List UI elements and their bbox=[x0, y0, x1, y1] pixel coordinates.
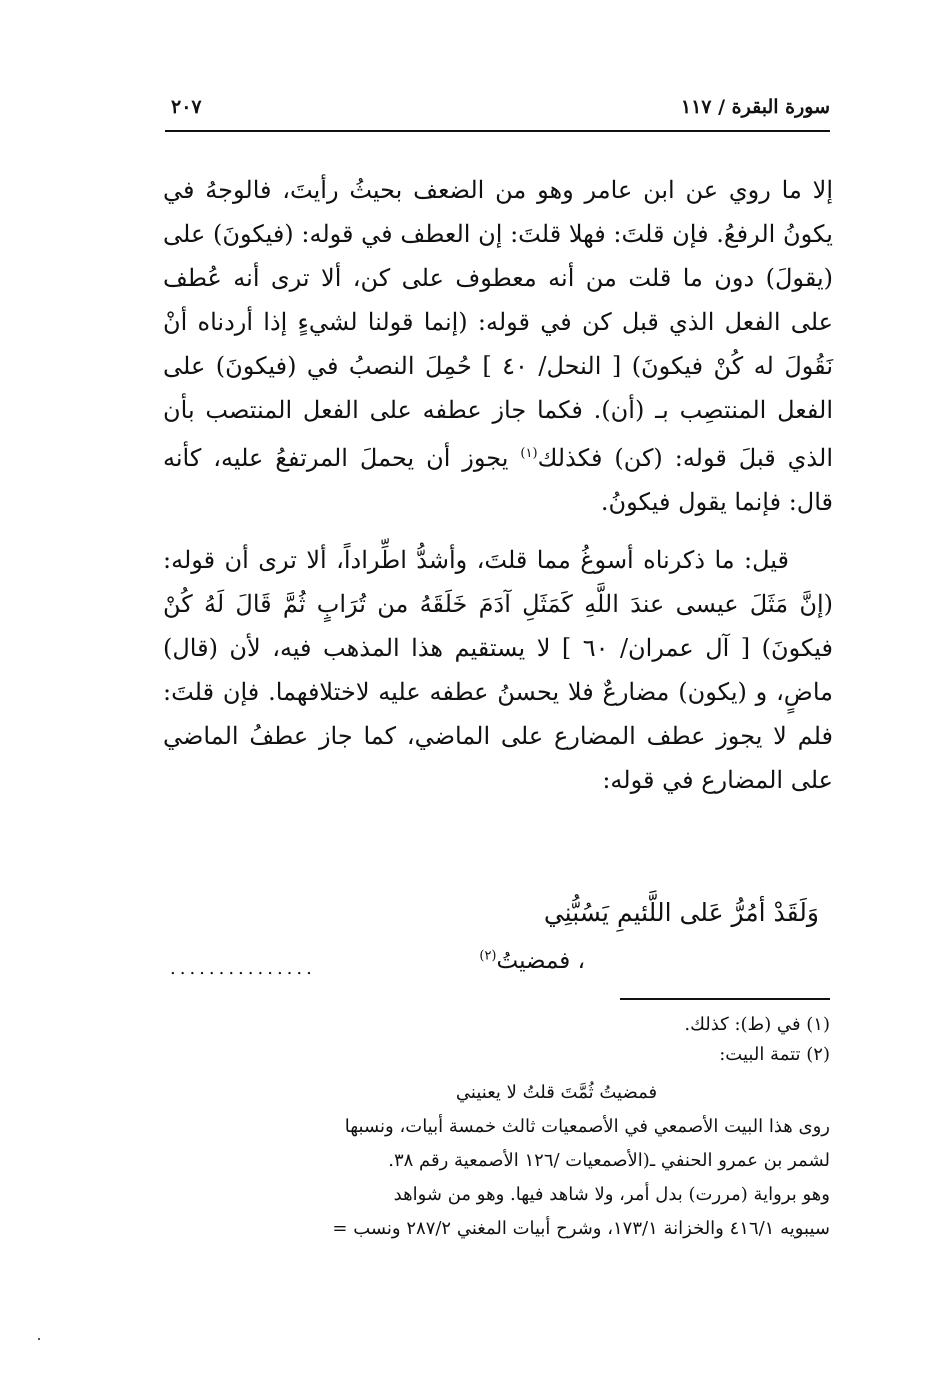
footnote-2-line-3: وهو برواية (مررت) بدل أمر، ولا شاهد فيها. وهو من شواهد bbox=[393, 1184, 830, 1205]
footnote-2: (٢) تتمة البيت: bbox=[719, 1044, 830, 1065]
footnote-2-line-2: لشمر بن عمرو الحنفي ـ(الأصمعيات /١٢٦ الأصمعية رقم ٣٨. bbox=[388, 1150, 830, 1171]
footnote-2-verse: فمضيتُ ثُمَّتَ قلتُ لا يعنيني bbox=[455, 1082, 658, 1103]
verse-line-2-text: ، فمضيتُ bbox=[496, 948, 585, 974]
paragraph-1-text: إلا ما روي عن ابن عامر وهو من الضعف بحيثُ رأيتَ، فالوجهُ في يكونُ الرفعُ. فإن قلتَ: فهلا قلتَ: إن العطف في قوله: (فيكونَ) على (يقولَ) دون ما قلت من أنه معطوف على كن، ألا ترى أنه عُطف على الفعل الذي قبل كن في قوله: (إنما قولنا لشيءٍ إذا أردناه أنْ نَقُولَ له كُنْ فيكونَ) [ النحل/ ٤٠ ] حُمِلَ النصبُ في (فيكونَ) على الفعل المنتصِب بـ (أن). فكما جاز عطفه على الفعل المنتصب بأن الذي قبلَ قوله: (كن) فكذلك bbox=[163, 176, 834, 472]
main-text bbox=[163, 168, 833, 802]
paragraph-2: قيل: ما ذكرناه أسوغُ مما قلتَ، وأشدُّ اطِّراداً، ألا ترى أن قوله: (إنَّ مَثَلَ عيسى عندَ اللَّهِ كَمَثَلِ آدَمَ خَلَقَهُ من تُرَابٍ ثُمَّ قَالَ لَهُ كُنْ فيكونَ) [ آل عمران/ ٦٠ ] لا يستقيم هذا المذهب فيه، لأن (قال) ماضٍ، و (يكون) مضارعٌ فلا يحسنُ عطفه عليه لاختلافهما. فإن قلتَ: فلم لا يجوز عطف المضارع على الماضي، كما جاز عطفُ الماضي على المضارع في قوله: bbox=[163, 546, 833, 794]
page-header bbox=[165, 96, 830, 130]
verse-line-1: وَلَقَدْ أمُرُّ عَلى اللَّئيمِ يَسُبُّنِي bbox=[543, 898, 819, 927]
page-number: ٢٠٧ bbox=[171, 96, 202, 118]
footnote-1: (١) في (ط): كذلك. bbox=[684, 1014, 830, 1035]
footnote-2-body bbox=[163, 1110, 830, 1246]
footnote-ref-1: (١) bbox=[520, 446, 538, 461]
footnote-2-line-4: سيبويه ٤١٦/١ والخزانة ١٧٣/١، وشرح أبيات المغني ٢٨٧/٢ ونسب = bbox=[332, 1218, 830, 1239]
footnote-2-line-1: روى هذا البيت الأصمعي في الأصمعيات ثالث خمسة أبيات، ونسبها bbox=[344, 1116, 830, 1137]
footnotes bbox=[163, 1010, 830, 1246]
paragraph-1-tail: يجوز أن يحملَ المرتفعُ عليه، كأنه قال: فإنما يقول فيكونُ. bbox=[163, 444, 833, 516]
scan-speck bbox=[38, 1338, 40, 1340]
footnote-divider bbox=[620, 998, 830, 1000]
footnote-ref-2: (٢) bbox=[479, 948, 497, 964]
chapter-title: سورة البقرة / ١١٧ bbox=[680, 96, 830, 118]
header-divider bbox=[165, 130, 830, 132]
verse-ellipsis: ............... bbox=[170, 958, 316, 979]
paragraph-1 bbox=[163, 168, 833, 524]
verse-line-2 bbox=[479, 948, 585, 974]
